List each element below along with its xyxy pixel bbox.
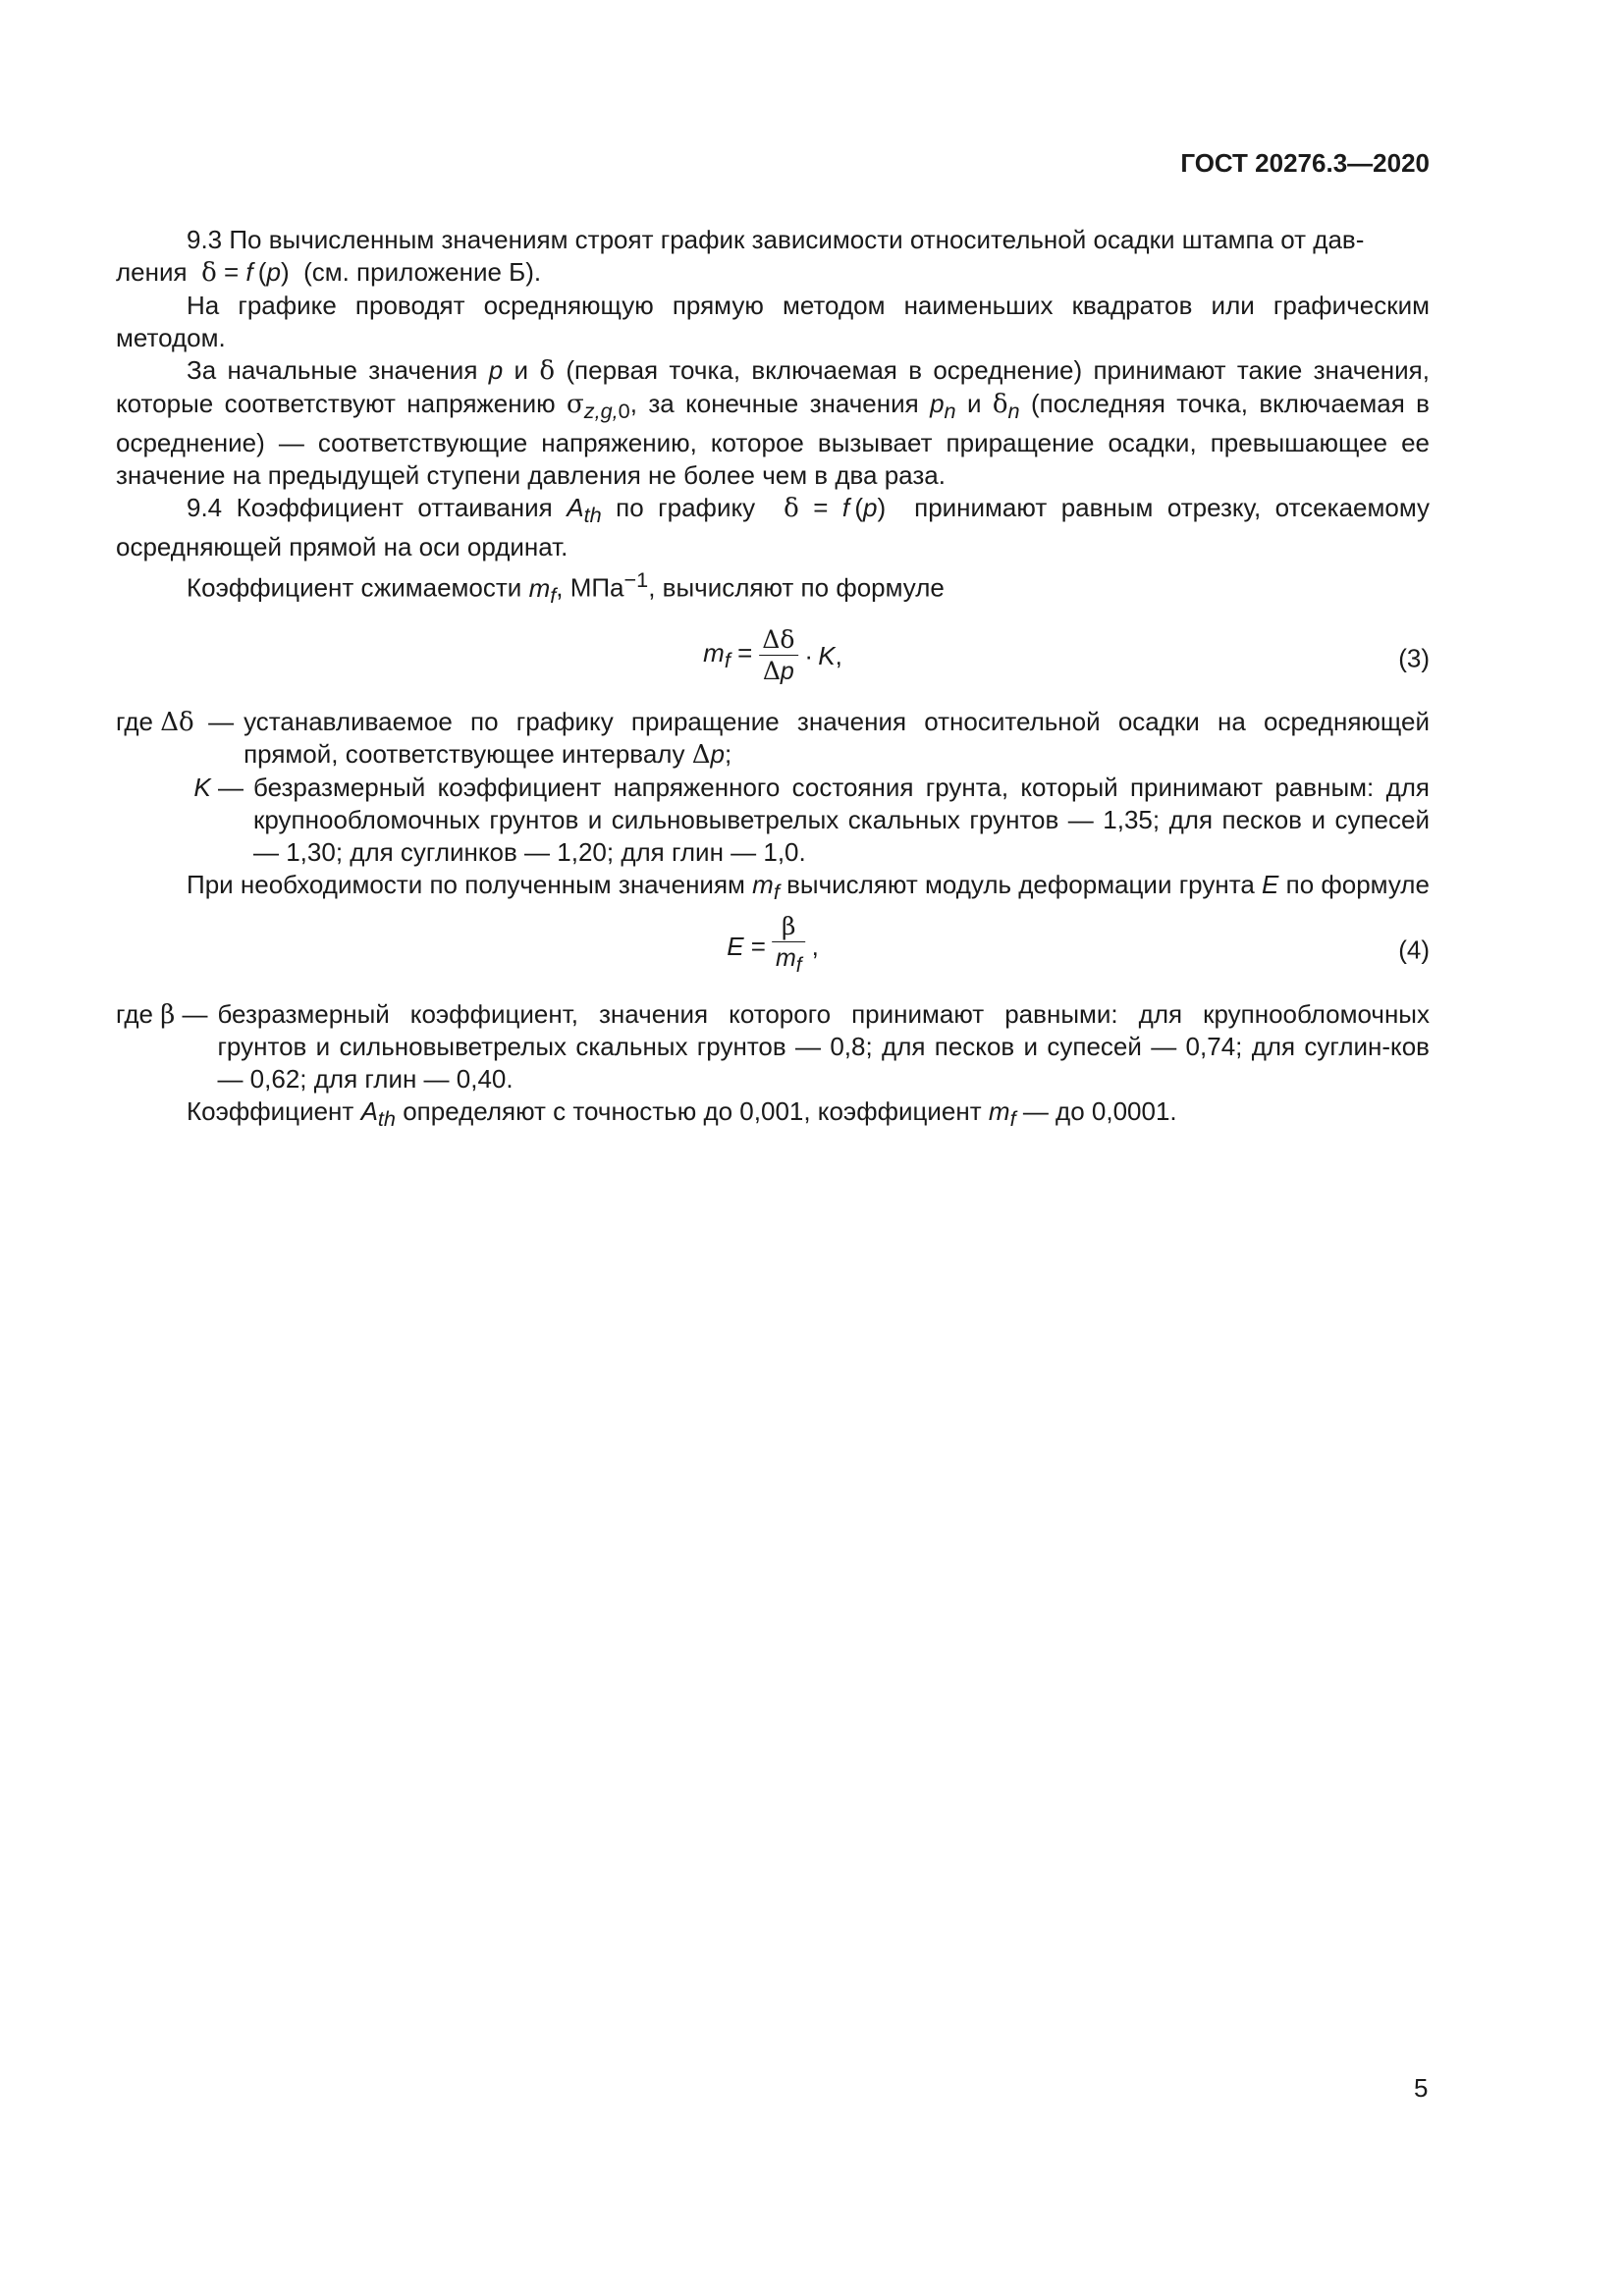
paragraph-9-4: 9.4 Коэффициент оттаивания $A_{th}$ по графику δ = f (p) принимают равным отрезку, отсекаемому осредняющей прямой на оси ординат. (116, 493, 1430, 562)
symbol-p-n: $p_n$ (930, 389, 956, 424)
paragraph-9-3: 9.3 По вычисленным значениям строят график зависимости относительной осадки штампа от дав- ления δ = f (p) (см. приложение Б). (116, 225, 1365, 288)
inline-formula-delta-f-p: δ = f (p) (784, 493, 900, 524)
document-body (116, 224, 1430, 1136)
formula-4-row (116, 912, 1430, 988)
paragraph-initial-values: За начальные значения p и δ (первая точка, включаемая в осреднение) принимают такие значения, которые соответствуют напряжению $\sigma_{z,g,0}$, за конечные значения $p_n$ и $\delta_n$ (последняя точка, включаемая в осреднение) — соответствующие напряжению, которое вызывает приращение осадки, превышающее ее значение на предыдущей ступени давления не более чем в два раза. (116, 355, 1430, 491)
document-standard-code: ГОСТ 20276.3—2020 (1180, 148, 1430, 178)
fraction-beta-over-m-f: $\frac{\beta}{m_f}$ (772, 912, 806, 982)
symbol-m-f: $m_f$ (988, 1096, 1016, 1132)
paragraph-accuracy: Коэффициент $A_{th}$ определяют с точностью до 0,001, коэффициент $m_f$ — до 0,0001. (187, 1096, 1177, 1132)
symbol-delta-n: $\delta_n$ (992, 390, 1020, 424)
equation-number: (3) (1398, 643, 1430, 673)
symbol-sigma-zg0: $\sigma_{z,g,0}$ (567, 390, 630, 424)
paragraph-compressibility: Коэффициент сжимаемости $m_f$, МПа$^{-1}$, вычисляют по формуле (187, 567, 945, 609)
fraction-delta-delta-over-delta-p: $\frac{\Delta\delta}{\Delta p}$ (758, 625, 798, 687)
symbol-a-th: $A_{th}$ (567, 493, 602, 528)
paragraph-deformation-modulus: При необходимости по полученным значениям $m_f$ вычисляют модуль деформации грунта E по формуле (187, 870, 1430, 905)
page-number: 5 (1414, 2073, 1429, 2103)
text-fragment: ления (116, 257, 188, 287)
symbol-e: E (1262, 870, 1279, 900)
symbol-delta: δ (539, 356, 556, 386)
symbol-a-th: $A_{th}$ (360, 1096, 396, 1132)
equation-number: (4) (1398, 934, 1430, 965)
inline-formula-delta-f-p: δ = f (p) (201, 257, 297, 288)
symbol-p: p (488, 355, 504, 385)
paragraph-averaging-line: На графике проводят осредняющую прямую методом наименьших квадратов или графическим методом. (116, 291, 1430, 352)
formula-4: E = $\frac{\beta}{m_f}$ , (727, 912, 819, 982)
where-beta: где β — безразмерный коэффициент, значения которого принимают равными: для крупнообломочных грунтов и сильновыветрелых скальных грунтов — 0,8; для песков и супесей — 0,74; для суглин-ков — 0,62; для глин — 0,40. (116, 999, 1430, 1095)
formula-3-row (116, 625, 1430, 692)
where-delta-delta: где Δδ — устанавливаемое по графику приращение значения относительной осадки на осредняющей прямой, соответствующее интервалу Δp; (116, 707, 1430, 771)
formula-3: $m_f$ = $\frac{\Delta\delta}{\Delta p}$ · K, (703, 625, 842, 686)
symbol-m-f: $m_f$ (528, 573, 557, 609)
symbol-m-f: $m_f$ (752, 870, 780, 905)
where-k: K — безразмерный коэффициент напряженного состояния грунта, который принимают равным: для крупнообломочных грунтов и сильновыветрелых скальных грунтов — 1,35; для песков и супесей — 1,30; для суглинков — 1,20; для глин — 1,0. (193, 773, 1430, 868)
